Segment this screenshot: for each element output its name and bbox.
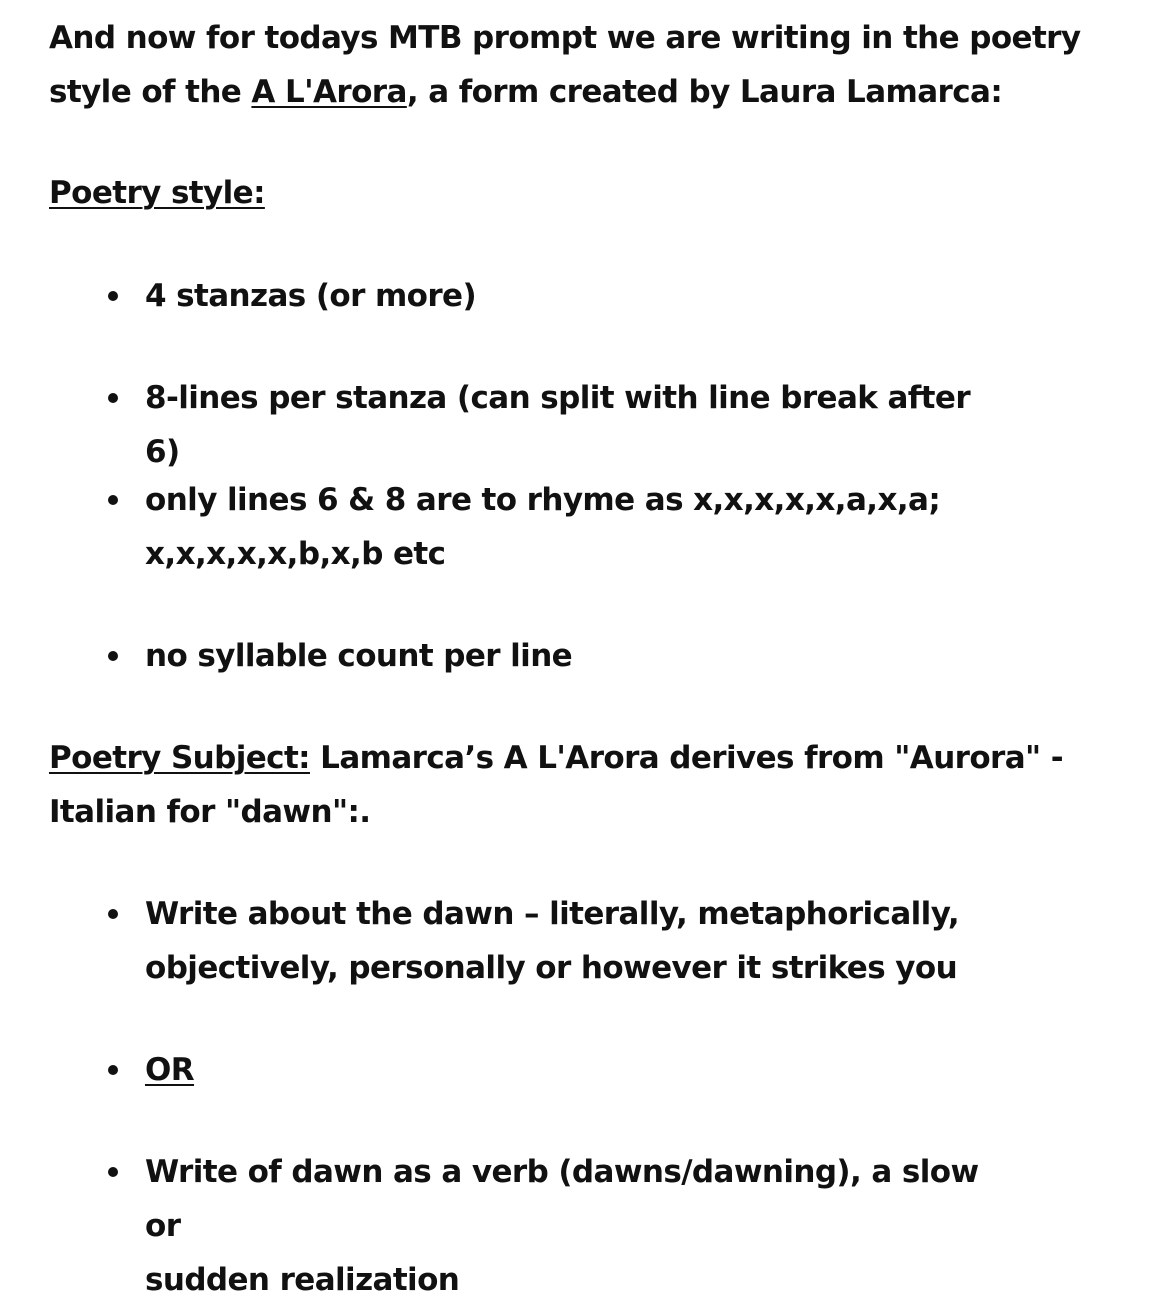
or-text: OR — [145, 1052, 195, 1088]
bullet-icon — [108, 1065, 118, 1075]
list-item-line-2: objectively, personally or however it strikes you — [145, 950, 958, 986]
list-item-text: 4 stanzas (or more) — [145, 278, 477, 314]
list-item-text — [145, 473, 1008, 581]
a-larora-link[interactable]: A L'Arora — [251, 74, 407, 110]
list-item-text — [145, 887, 1008, 995]
list-item-line-1: only lines 6 & 8 are to rhyme as x,x,x,x,x,a,x,a; — [145, 482, 941, 518]
bullet-icon — [108, 1167, 118, 1177]
intro-paragraph — [49, 11, 1109, 119]
bullet-icon — [108, 651, 118, 661]
intro-prefix: style of the — [49, 74, 252, 110]
bullet-icon — [108, 909, 118, 919]
list-item — [108, 269, 1008, 323]
poetry-subject-line-2: Italian for "dawn":. — [49, 794, 371, 830]
intro-line-1: And now for todays MTB prompt we are writing in the poetry — [49, 20, 1081, 56]
bullet-icon — [108, 291, 118, 301]
list-item — [108, 629, 1008, 683]
bullet-icon — [108, 393, 118, 403]
list-item — [108, 473, 1008, 581]
list-item-text — [145, 1043, 1008, 1097]
list-item — [108, 371, 1008, 479]
poetry-subject-paragraph — [49, 731, 1109, 839]
poetry-subject-line-1: Lamarca’s A L'Arora derives from "Aurora" - — [309, 740, 1064, 776]
list-item — [108, 1145, 1008, 1307]
list-item-text — [145, 1145, 1008, 1307]
list-item — [108, 1043, 1008, 1097]
list-item-line-2: x,x,x,x,x,b,x,b etc — [145, 536, 446, 572]
list-item-line-2: sudden realization — [145, 1262, 460, 1298]
list-item — [108, 887, 1008, 995]
poetry-subject-heading: Poetry Subject: — [49, 740, 310, 776]
poetry-style-heading — [49, 166, 1109, 220]
list-item-line-1: Write about the dawn – literally, metaphorically, — [145, 896, 960, 932]
list-item-line-1: Write of dawn as a verb (dawns/dawning), a slow or — [145, 1154, 979, 1244]
list-item-text: 8-lines per stanza (can split with line break after 6) — [145, 380, 971, 470]
intro-suffix: , a form created by Laura Lamarca: — [406, 74, 1003, 110]
bullet-icon — [108, 495, 118, 505]
list-item-text: no syllable count per line — [145, 638, 573, 674]
poetry-style-heading-text: Poetry style: — [49, 175, 265, 211]
